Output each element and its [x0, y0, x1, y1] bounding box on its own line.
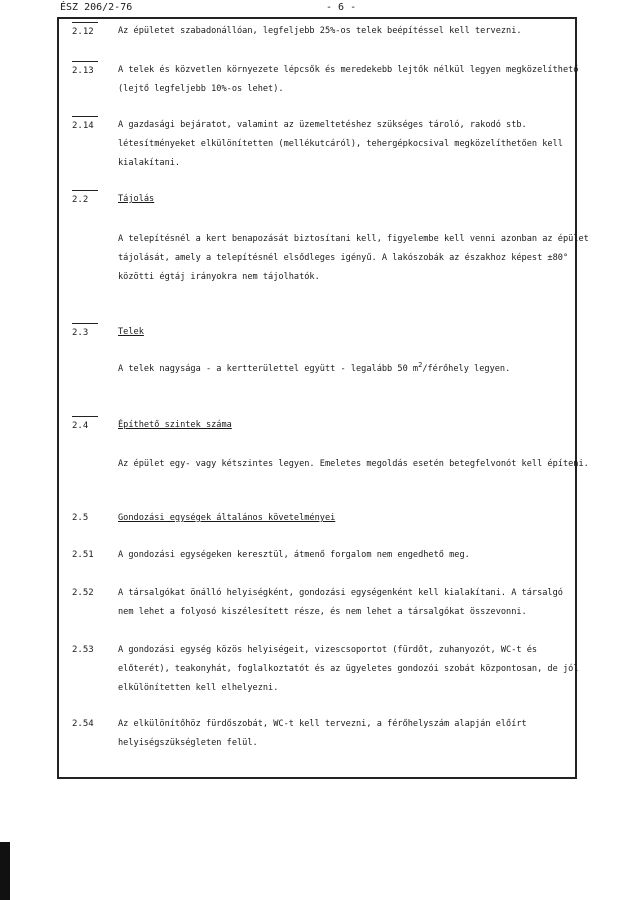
superscript: 2: [418, 361, 423, 370]
section-number: 2.3: [72, 323, 98, 343]
section-title: Telek: [118, 327, 144, 337]
section-number: 2.12: [72, 22, 98, 42]
section-text: A gazdasági bejáratot, valamint az üzemeltetéshez szükséges tároló, rakodó stb. létesítményeket elkülönítetten (mellékutcáról), tehergépkocsival megközelíthetően kell kialakítani.: [118, 120, 563, 168]
paragraph-text: /férőhely legyen.: [422, 364, 511, 374]
paragraph-text: A telek nagysága - a kertterülettel együtt - legalább 50 m: [118, 364, 419, 374]
page-number: - 6 -: [326, 2, 357, 13]
section-number: 2.2: [72, 190, 98, 210]
section-number: 2.51: [72, 550, 94, 560]
section-number: 2.5: [72, 513, 89, 523]
page-header: [58, 0, 578, 14]
section-text: A gondozási egységeken keresztül, átmenő forgalom nem engedhető meg.: [118, 550, 470, 560]
section-number: 2.52: [72, 588, 94, 598]
document-code: ÉSZ 206/2-76: [60, 2, 133, 13]
section-text: A társalgókat önálló helyiségként, gondozási egységenként kell kialakítani. A társalgó nem lehet a folyosó kiszélesített része, és nem lehet a társalgókat összevonni.: [118, 588, 563, 617]
section-number: 2.53: [72, 645, 94, 655]
paragraph-tajolas: A telepítésnél a kert benapozását biztosítani kell, figyelembe kell venni azonban az épület tájolását, amely a telepítésnél elsődleges igényű. A lakószobák az északhoz képest ±80° közötti égtáj irányokra nem tájolhatók.: [118, 234, 589, 282]
section-number: 2.4: [72, 416, 98, 436]
paragraph-telek: [118, 360, 590, 379]
section-number: 2.13: [72, 61, 98, 81]
binding-edge-mark: [0, 842, 10, 900]
section-text: A gondozási egység közös helyiségeit, vizescsoportot (fürdőt, zuhanyozót, WC-t és előterét), teakonyhát, foglalkoztatót és az ügyeletes gondozói szobát központosan, de jól elkülönítetten kell elhelyezni.: [118, 645, 579, 693]
section-number: 2.14: [72, 116, 98, 136]
section-text: A telek és közvetlen környezete lépcsők és meredekebb lejtők nélkül legyen megközelíthető (lejtő legfeljebb 10%-os lehet).: [118, 65, 579, 94]
section-number: 2.54: [72, 719, 94, 729]
section-title: Gondozási egységek általános követelményei: [118, 513, 336, 523]
section-text: Az elkülönítőhöz fürdőszobát, WC-t kell tervezni, a férőhelyszám alapján előírt helyiségszükségleten felül.: [118, 719, 527, 748]
paragraph-szintek: Az épület egy- vagy kétszintes legyen. Emeletes megoldás esetén betegfelvonót kell építeni.: [118, 459, 589, 469]
section-title: Tájolás: [118, 194, 155, 204]
section-text: Az épületet szabadonállóan, legfeljebb 25%-os telek beépítéssel kell tervezni.: [118, 26, 522, 36]
section-title: Építhető szintek száma: [118, 420, 232, 430]
